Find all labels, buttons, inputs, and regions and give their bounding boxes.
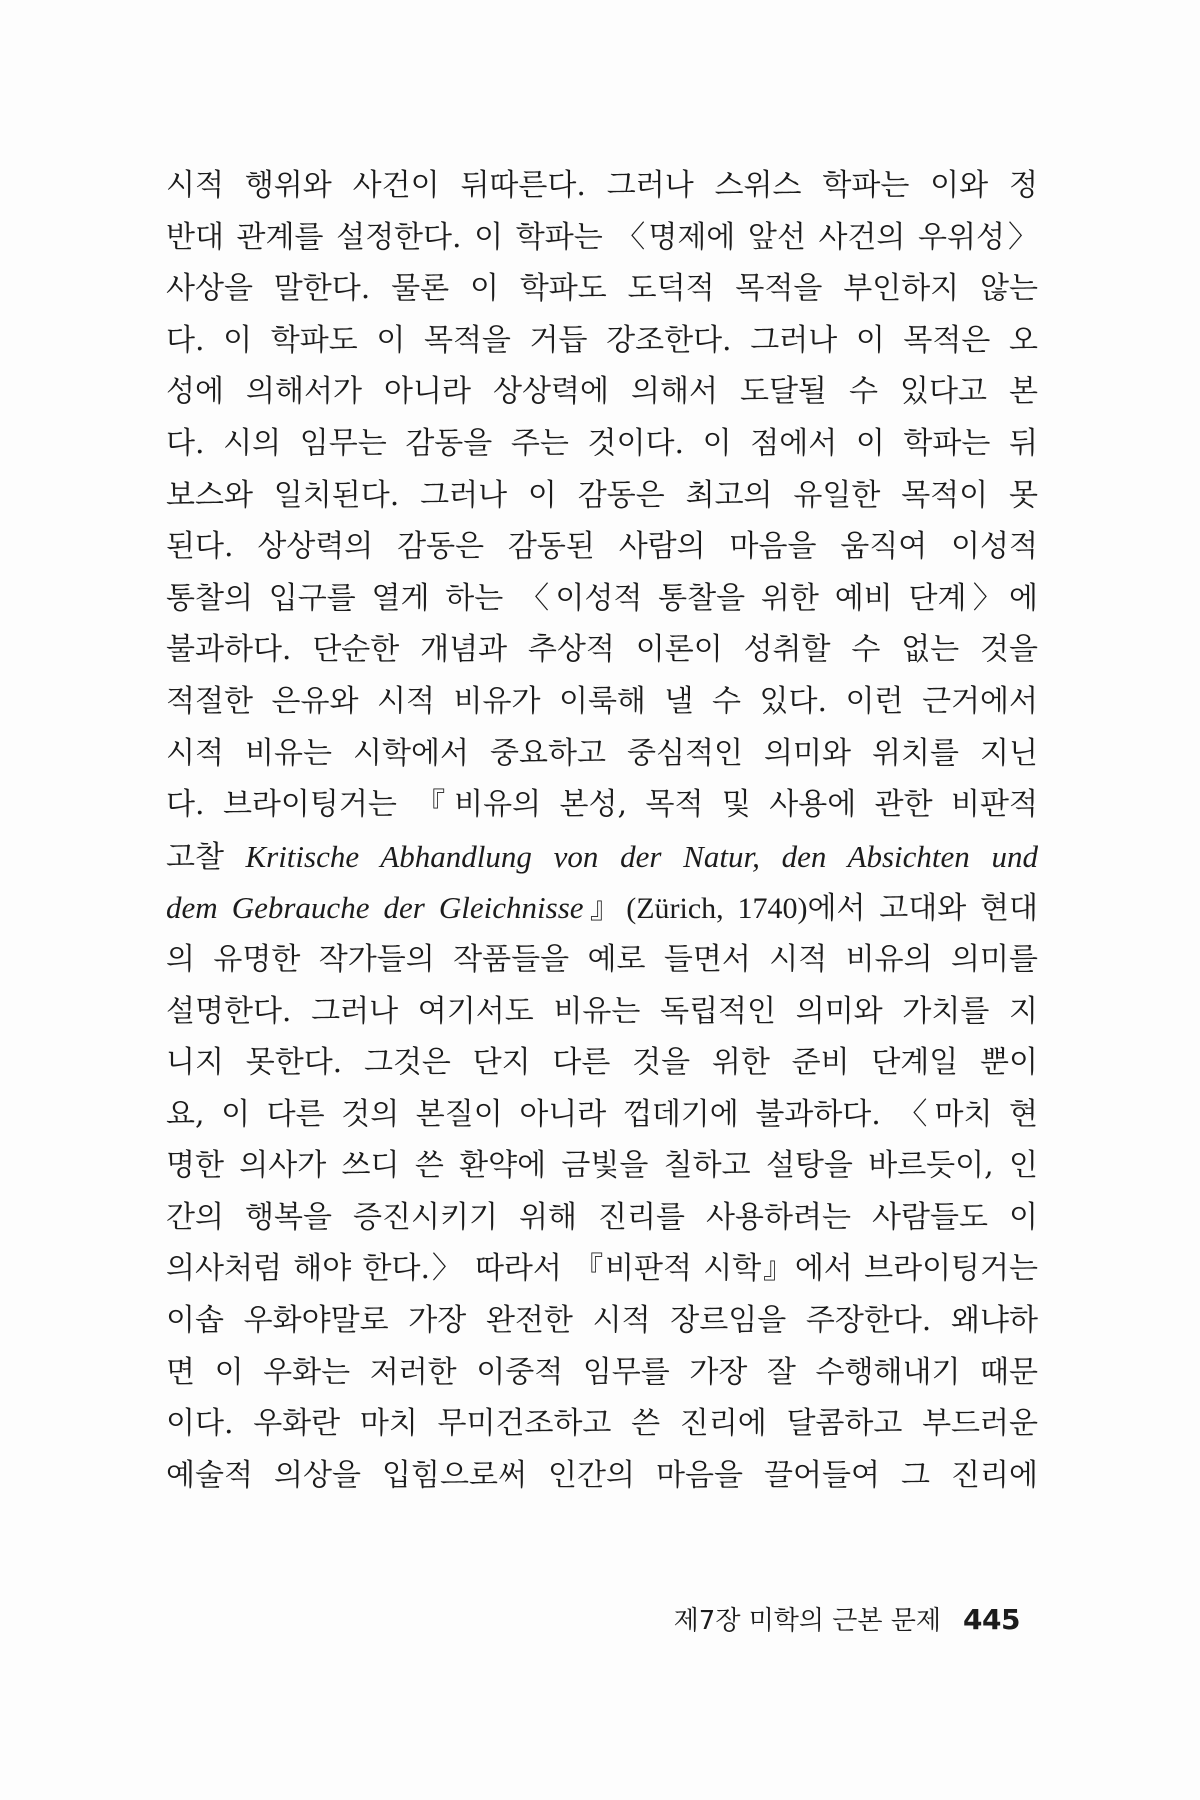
text-line: 이다. 우화란 마치 무미건조하고 쓴 진리에 달콤하고 부드러운 — [166, 1406, 1038, 1442]
running-chapter-title: 제7장 미학의 근본 문제 — [673, 1606, 942, 1636]
text-line: 불과하다. 단순한 개념과 추상적 이론이 성취할 수 없는 것을 — [166, 632, 1038, 668]
text-line: 다. 시의 임무는 감동을 주는 것이다. 이 점에서 이 학파는 뒤 — [166, 425, 1038, 461]
body-text — [166, 160, 1038, 1501]
text-line: 된다. 상상력의 감동은 감동된 사람의 마음을 움직여 이성적 — [166, 529, 1038, 565]
text-line: 보스와 일치된다. 그러나 이 감동은 최고의 유일한 목적이 못 — [166, 477, 1038, 513]
text-line: 의사처럼 해야 한다.〉 따라서 『비판적 시학』에서 브라이팅거는 — [166, 1251, 1038, 1287]
text-line: 시적 행위와 사건이 뒤따른다. 그러나 스위스 학파는 이와 정 — [166, 168, 1038, 203]
text-line: 의 유명한 작가들의 작품들을 예로 들면서 시적 비유의 의미를 — [166, 941, 1038, 977]
text-line: 성에 의해서가 아니라 상상력에 의해서 도달될 수 있다고 본 — [166, 374, 1038, 410]
text-line: 사상을 말한다. 물론 이 학파도 도덕적 목적을 부인하지 않는 — [166, 271, 1038, 307]
text-line: 설명한다. 그러나 여기서도 비유는 독립적인 의미와 가치를 지 — [166, 993, 1038, 1029]
text-line: 니지 못한다. 그것은 단지 다른 것을 위한 준비 단계일 뿐이 — [166, 1045, 1038, 1081]
text-line: 다. 브라이팅거는 『비유의 본성, 목적 및 사용에 관한 비판적 — [166, 787, 1038, 823]
text-line: 적절한 은유와 시적 비유가 이룩해 낼 수 있다. 이런 근거에서 — [166, 683, 1038, 719]
text-line: 이솝 우화야말로 가장 완전한 시적 장르임을 주장한다. 왜냐하 — [166, 1303, 1038, 1339]
italic-book-title: Kritische Abhandlung von der Natur, den Absichten und — [245, 838, 1038, 874]
text-line: 간의 행복을 증진시키기 위해 진리를 사용하려는 사람들도 이 — [166, 1199, 1038, 1235]
text-line: 명한 의사가 쓰디 쓴 환약에 금빛을 칠하고 설탕을 바르듯이, 인 — [166, 1148, 1038, 1184]
text-line-with-italic-title — [166, 882, 1038, 934]
page-number: 445 — [963, 1603, 1020, 1636]
text-line: 예술적 의상을 입힘으로써 인간의 마음을 끌어들여 그 진리에 — [166, 1457, 1038, 1493]
text-segment: 고찰 — [166, 840, 246, 874]
text-line: 면 이 우화는 저러한 이중적 임무를 가장 잘 수행해내기 때문 — [166, 1354, 1038, 1390]
text-line: 시적 비유는 시학에서 중요하고 중심적인 의미와 위치를 지닌 — [166, 735, 1038, 771]
italic-book-title: dem Gebrauche der Gleichnisse — [166, 890, 584, 926]
text-line-with-italic-title — [166, 831, 1038, 883]
text-line: 다. 이 학파도 이 목적을 거듭 강조한다. 그러나 이 목적은 오 — [166, 322, 1038, 358]
text-segment: 』(Zürich, 1740)에서 고대와 현대 — [583, 892, 1038, 926]
text-line: 통찰의 입구를 열게 하는 〈이성적 통찰을 위한 예비 단계〉에 — [166, 580, 1038, 616]
page-footer — [674, 1600, 1020, 1637]
text-line: 요, 이 다른 것의 본질이 아니라 껍데기에 불과하다. 〈마치 현 — [166, 1096, 1038, 1132]
text-line: 반대 관계를 설정한다. 이 학파는 〈명제에 앞선 사건의 우위성〉 — [166, 219, 1038, 255]
